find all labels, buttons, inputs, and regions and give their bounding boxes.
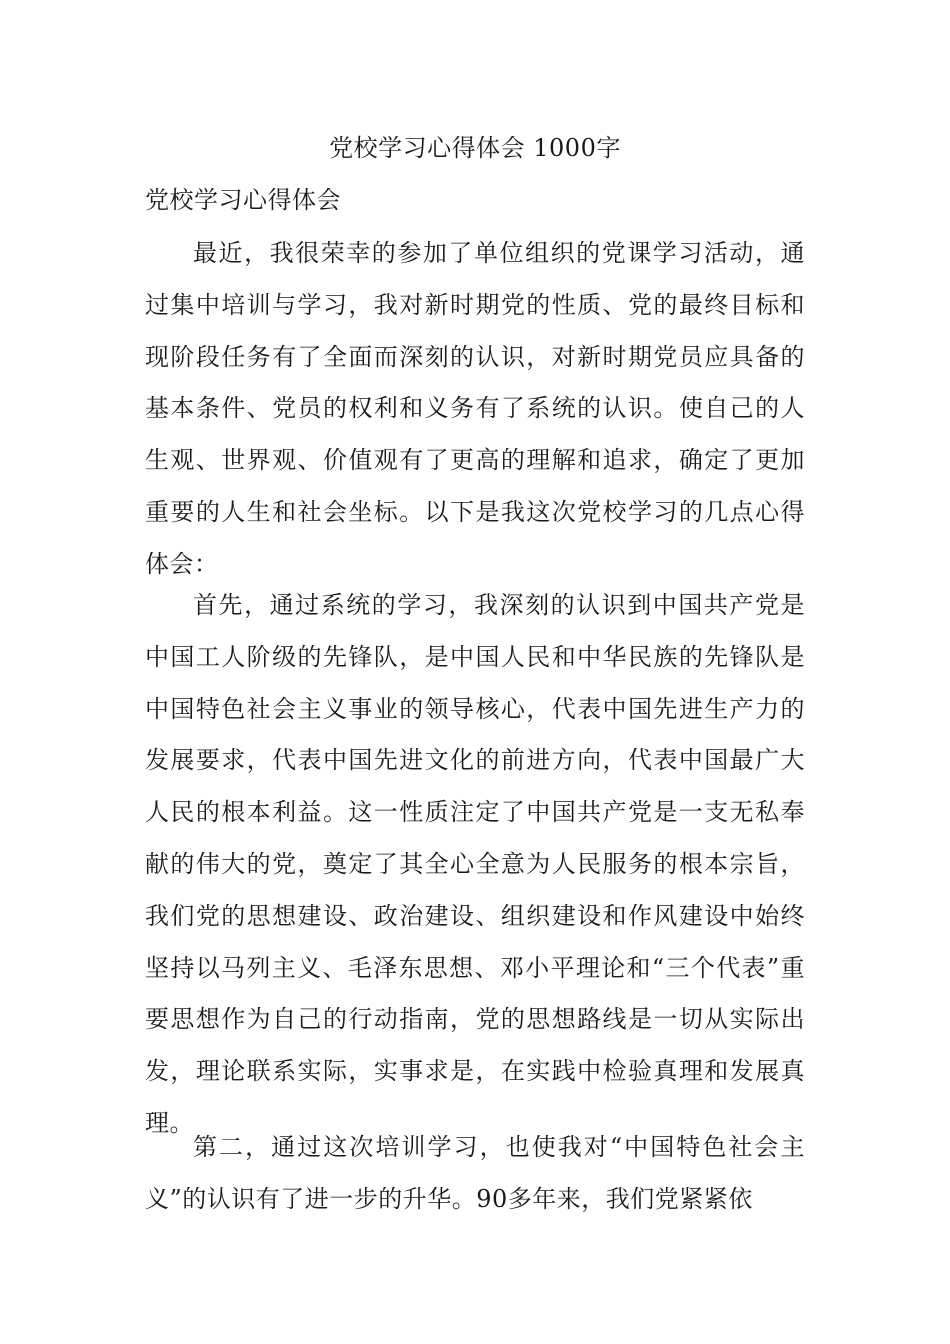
- paragraph-second-point: 第二，通过这次培训学习，也使我对“中国特色社会主义”的认识有了进一步的升华。90多年来，我们党紧紧依: [145, 1133, 805, 1213]
- document-title: 党校学习心得体会 1000字: [329, 134, 621, 162]
- document-subtitle: 党校学习心得体会: [145, 186, 341, 214]
- paragraph-first-point: 首先，通过系统的学习，我深刻的认识到中国共产党是中国工人阶级的先锋队，是中国人民和中华民族的先锋队是中国特色社会主义事业的领导核心，代表中国先进生产力的发展要求，代表中国先进文化的前进方向，代表中国最广大人民的根本利益。这一性质注定了中国共产党是一支无私奉献的伟大的党，奠定了其全心全意为人民服务的根本宗旨，我们党的思想建设、政治建设、组织建设和作风建设中始终坚持以马列主义、毛泽东思想、邓小平理论和“三个代表”重要思想作为自己的行动指南，党的思想路线是一切从实际出发，理论联系实际，实事求是，在实践中检验真理和发展真理。: [145, 591, 805, 1137]
- paragraph-intro: 最近，我很荣幸的参加了单位组织的党课学习活动，通过集中培训与学习，我对新时期党的性质、党的最终目标和现阶段任务有了全面而深刻的认识，对新时期党员应具备的基本条件、党员的权利和义务有了系统的认识。使自己的人生观、世界观、价值观有了更高的理解和追求，确定了更加重要的人生和社会坐标。以下是我这次党校学习的几点心得体会：: [145, 239, 805, 578]
